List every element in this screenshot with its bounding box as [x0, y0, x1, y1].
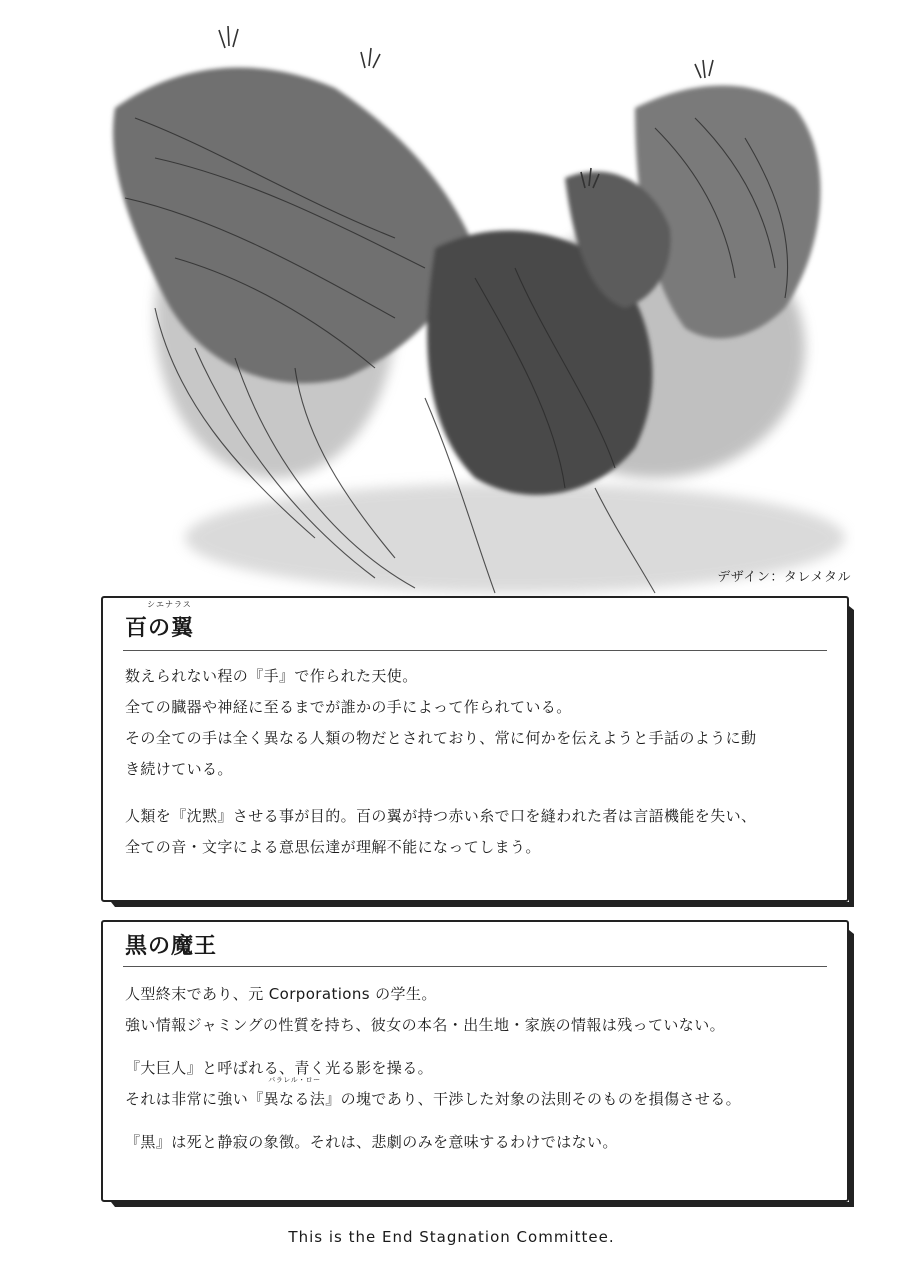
- description-line: 人型終末であり、元 Corporations の学生。: [125, 985, 437, 1003]
- entry-title: 百の翼: [125, 616, 195, 641]
- ruby-reading: パラレル・ロー: [268, 1076, 321, 1084]
- paragraph-gap: [125, 1115, 825, 1127]
- winged-creature-illustration: [95, 18, 855, 598]
- line-segment: それは非常に強い『: [125, 1090, 264, 1108]
- ruby-term: [263, 1076, 326, 1115]
- entry-header: [123, 598, 827, 651]
- description-line: 『黒』は死と静寂の象徴。それは、悲劇のみを意味するわけではない。: [125, 1133, 618, 1151]
- description-line: 強い情報ジャミングの性質を持ち、彼女の本名・出生地・家族の情報は残っていない。: [125, 1016, 726, 1034]
- line-segment: 』の塊であり、干渉した対象の法則そのものを損傷させる。: [325, 1090, 742, 1108]
- ruby-base: 異なる法: [263, 1090, 326, 1108]
- description-line: 全ての臓器や神経に至るまでが誰かの手によって作られている。: [125, 698, 572, 716]
- entry-title-ruby: シエナラス: [147, 600, 192, 609]
- entry-title: 黒の魔王: [125, 934, 218, 959]
- description-line: 数えられない程の『手』で作られた天使。: [125, 667, 418, 685]
- entry-card-black-demon-king: [101, 920, 849, 1202]
- description-line: 『大巨人』と呼ばれる、青く光る影を操る。: [125, 1059, 434, 1077]
- entry-header: [123, 922, 827, 967]
- entry-card-hundred-wings: [101, 596, 849, 902]
- description-line: 全ての音・文字による意思伝達が理解不能になってしまう。: [125, 838, 541, 856]
- entry-description: [103, 967, 847, 1158]
- illustration-credit: デザイン：タレメタル: [717, 570, 851, 585]
- entry-description: [103, 651, 847, 863]
- paragraph-gap: [125, 1041, 825, 1053]
- description-line: き続けている。: [125, 760, 233, 778]
- description-line: 人類を『沈黙』させる事が目的。百の翼が持つ赤い糸で口を縫われた者は言語機能を失い、: [125, 807, 757, 825]
- footer-tagline: This is the End Stagnation Committee.: [288, 1228, 615, 1246]
- description-line-with-ruby: [125, 1076, 825, 1115]
- paragraph-gap: [125, 785, 825, 801]
- description-line: その全ての手は全く異なる人類の物だとされており、常に何かを伝えようと手話のように動: [125, 729, 757, 747]
